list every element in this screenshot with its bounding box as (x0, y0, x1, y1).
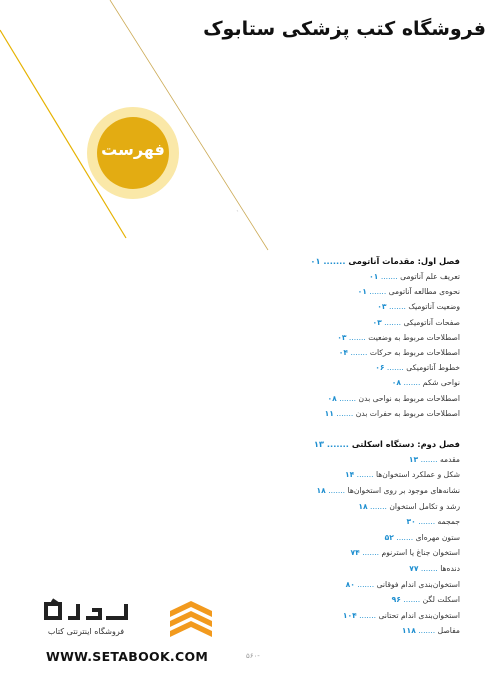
toc-item[interactable]: دنده‌ها ....... ۷۷ (409, 564, 460, 574)
toc-item[interactable]: استخوان‌بندی اندام تحتانی ....... ۱۰۴ (342, 610, 460, 620)
toc-item[interactable]: ستون مهره‌ای ....... ۵۲ (384, 532, 460, 542)
setabook-logo-icon (170, 601, 212, 639)
toc-item[interactable]: استخوان‌بندی اندام فوقانی ....... ۸۰ (345, 579, 460, 589)
toc-item[interactable]: تعریف علم آناتومی ....... ۰۱ (369, 272, 460, 281)
toc-item[interactable]: شکل و عملکرد استخوان‌ها ....... ۱۴ (344, 470, 460, 480)
toc-item[interactable]: اصطلاحات مربوط به نواحی بدن ....... ۰۸ (327, 393, 460, 403)
small-mark: ` ` (236, 210, 246, 218)
table-of-contents (160, 254, 460, 639)
toc-item[interactable]: مقدمه ....... ۱۳ (408, 454, 460, 464)
toc-item[interactable]: جمجمه ....... ۳۰ (406, 517, 460, 527)
toc-item[interactable]: رشد و تکامل استخوان ....... ۱۸ (358, 501, 460, 511)
chapter-1-heading[interactable]: فصل اول: مقدمات آناتومی ....... ۰۱ (310, 256, 460, 266)
toc-item[interactable]: اصطلاحات مربوط به وضعیت ....... ۰۳ (337, 332, 460, 342)
setabook-logo-brand (42, 598, 134, 626)
page-mark: ۵۶۰- (246, 652, 260, 660)
toc-item[interactable]: اصطلاحات مربوط به حفرات بدن ....... ۱۱ (324, 408, 460, 418)
toc-item[interactable]: خطوط آناتومیکی ....... ۰۶ (375, 363, 460, 373)
toc-item[interactable]: نشانه‌های موجود بر روی استخوان‌ها ....... ۱۸ (316, 486, 460, 496)
toc-item[interactable]: اصطلاحات مربوط به حرکات ....... ۰۴ (338, 347, 460, 357)
toc-badge-label: فهرست (101, 140, 165, 159)
toc-item[interactable]: نحوه‌ی مطالعه آناتومی ....... ۰۱ (357, 287, 460, 297)
toc-item[interactable]: صفحات آناتومیکی ....... ۰۳ (372, 317, 460, 327)
toc-item[interactable]: مفاصل ....... ۱۱۸ (401, 626, 460, 636)
store-title: فروشگاه کتب پزشکی ستابوک (203, 18, 486, 40)
toc-item[interactable]: وضعیت آناتومیک ....... ۰۳ (377, 302, 460, 312)
chapter-2-heading[interactable]: فصل دوم: دستگاه اسکلتی ....... ۱۳ (313, 438, 460, 449)
toc-item[interactable]: اسکلت لگن ....... ۹۶ (391, 595, 460, 605)
toc-item[interactable]: نواحی شکم ....... ۰۸ (391, 378, 460, 388)
toc-item[interactable]: استخوان جناغ یا استرنوم ....... ۷۴ (350, 548, 460, 558)
website-url[interactable]: WWW.SETABOOK.COM (46, 649, 209, 664)
logo-subtitle: فروشگاه اینترنتی کتاب (47, 627, 125, 636)
